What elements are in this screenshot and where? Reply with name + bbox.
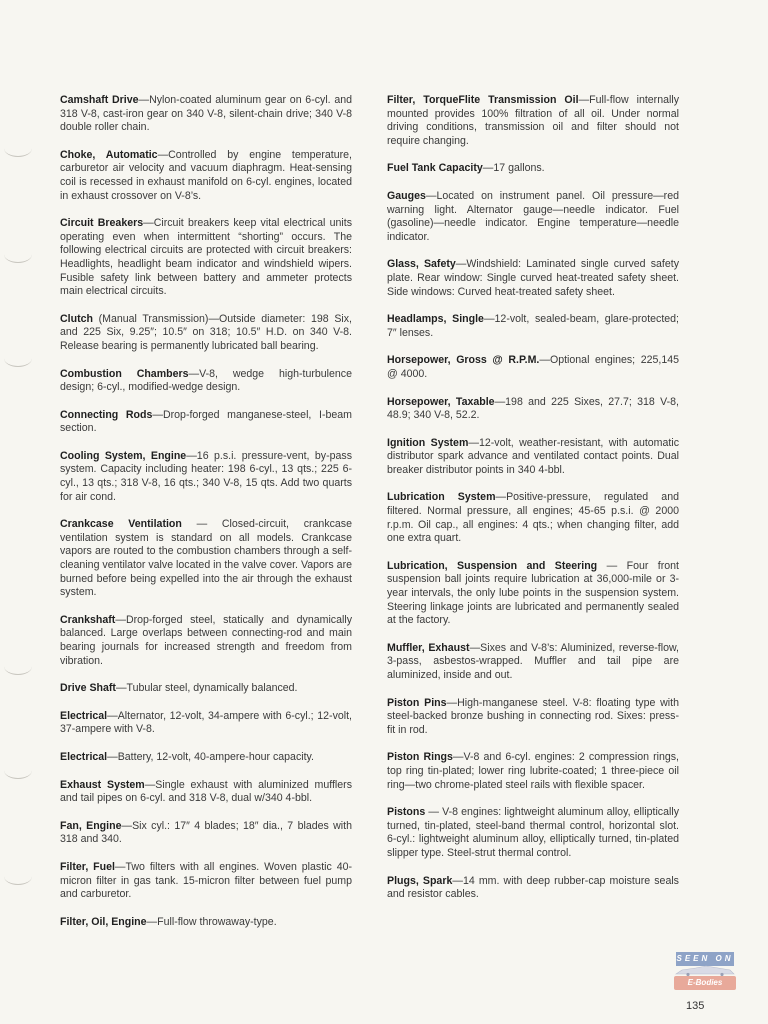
spec-term: Lubrication System [387, 491, 496, 504]
spec-desc: —Battery, 12-volt, 40-ampere-hour capacity. [107, 750, 314, 763]
watermark-bottom-text: E-Bodies [674, 976, 736, 990]
spec-entry [60, 751, 352, 765]
spec-desc: —Optional engines; 225,145 @ 4000. [387, 354, 679, 380]
spec-entry [60, 217, 352, 299]
spec-term: Crankcase Ventilation [60, 518, 182, 531]
spec-desc: —Positive-pressure, regulated and filtered. Normal pressure, all engines; 45-65 p.s.i. @ 2000 r.p.m. Oil cap., all engines: 4 qts.; when changing filter, add one extra quart. [387, 491, 679, 545]
spec-entry [60, 409, 352, 436]
spec-entry [60, 518, 352, 600]
spec-term: Filter, Oil, Engine [60, 915, 147, 928]
spec-desc: —V-8 and 6-cyl. engines: 2 compression rings, top ring tin-plated; lower ring lubrite-coated; 1 three-piece oil ring—two chrome-plated steel rails with flexible spacer. [387, 751, 679, 791]
spec-entry [387, 560, 679, 628]
spec-desc: —High-manganese steel. V-8: floating type with steel-backed bronze bushing in connecting rod. Sixes: press-fit in rod. [387, 696, 679, 736]
spec-desc: — Four front suspension ball joints require lubrication at 36,000-mile or 3-year intervals, the only lube points in the suspension system. Steering linkage joints are lubricated and permanently sealed at the factory. [387, 559, 679, 627]
spec-term: Combustion Chambers [60, 367, 189, 380]
binder-hole-mark [4, 762, 32, 779]
spec-entry [60, 861, 352, 902]
spec-desc: —12-volt, sealed-beam, glare-protected; 7″ lenses. [387, 313, 680, 339]
page-number: 135 [686, 1000, 705, 1012]
spec-term: Ignition System [387, 436, 469, 449]
spec-desc: —198 and 225 Sixes, 27.7; 318 V-8, 48.9; 340 V-8, 52.2. [387, 395, 679, 422]
spec-term: Gauges [387, 189, 426, 202]
spec-term: Circuit Breakers [60, 217, 144, 230]
spec-entry [60, 820, 352, 847]
spec-entry [60, 710, 352, 737]
spec-entry [387, 396, 679, 423]
spec-entry [387, 491, 679, 545]
spec-desc: —16 p.s.i. pressure-vent, by-pass system. Capacity including heater: 198 6-cyl., 13 qts.; 225 6-cyl., 13 qts.; 318 V-8, 16 qts.; 340 V-8, 15 qts. Add two quarts for air cond. [60, 449, 352, 503]
spec-desc: —V-8, wedge high-turbulence design; 6-cyl., modified-wedge design. [60, 367, 352, 394]
spec-term: Muffler, Exhaust [387, 641, 470, 654]
spec-entry [60, 682, 352, 696]
spec-desc: —Single exhaust with aluminized mufflers and tail pipes on 6-cyl. and 318 V-8, dual w/340 4-bbl. [60, 778, 352, 805]
spec-entry [387, 354, 679, 381]
spec-entry [387, 258, 679, 299]
spec-term: Glass, Safety [387, 258, 456, 271]
binder-hole-mark [4, 140, 32, 157]
spec-desc: —Two filters with all engines. Woven plastic 40-micron filter in gas tank. 15-micron filter between fuel pump and carburetor. [60, 860, 353, 901]
spec-term: Filter, TorqueFlite Transmission Oil [387, 94, 579, 106]
spec-term: Fuel Tank Capacity [387, 162, 483, 175]
spec-entry [60, 94, 352, 135]
spec-entry [387, 751, 679, 792]
spec-term: Clutch [60, 312, 93, 325]
spec-desc: —Tubular steel, dynamically balanced. [115, 682, 298, 695]
spec-desc: —Drop-forged steel, statically and dynamically balanced. Large overlaps between connecting-rod and main bearing journals for increased strength and freedom from vibration. [60, 613, 352, 667]
spec-entry [387, 806, 679, 860]
spec-desc: —Six cyl.: 17″ 4 blades; 18″ dia., 7 blades with 318 and 340. [60, 819, 352, 846]
spec-entry [60, 614, 352, 668]
spec-desc: —Controlled by engine temperature, carburetor air velocity and vacuum diaphragm. Heat-sensing coil is recessed in exhaust manifold on 6-cyl. engines, located in exhaust crossover on V-8’s. [60, 148, 352, 202]
spec-term: Piston Pins [387, 696, 447, 709]
spec-term: Lubrication, Suspension and Steering [387, 559, 598, 572]
spec-term: Fan, Engine [60, 819, 122, 832]
spec-desc: —Full-flow internally mounted provides 100% filtration of all oil. Under normal driving conditions, transmission oil and filter should not require changing. [387, 94, 680, 147]
spec-term: Horsepower, Gross @ R.P.M. [387, 354, 540, 367]
spec-desc: —Windshield: Laminated single curved safety plate. Rear window: Single curved heat-treated safety sheet. Side windows: Curved heat-treated safety sheet. [387, 258, 679, 298]
left-column [60, 94, 352, 943]
spec-term: Camshaft Drive [60, 94, 139, 106]
spec-term: Piston Rings [387, 751, 453, 764]
spec-term: Connecting Rods [60, 408, 153, 421]
spec-entry [60, 149, 352, 203]
spec-entry [60, 779, 352, 806]
spec-desc: —Nylon-coated aluminum gear on 6-cyl. and 318 V-8, cast-iron gear on 340 V-8, silent-chain drive; 340 V-8 double roller chain. [60, 94, 353, 134]
spec-desc: —14 mm. with deep rubber-cap moisture seals and resistor cables. [387, 874, 679, 901]
spec-entry [60, 450, 352, 504]
spec-entry [387, 94, 679, 148]
spec-term: Pistons [387, 806, 426, 819]
spec-entry [387, 190, 679, 244]
spec-entry [387, 875, 679, 902]
spec-desc: —Located on instrument panel. Oil pressure—red warning light. Alternator gauge—needle indicator. Fuel (gasoline)—needle indicator. Engine temperature—needle indicator. [387, 189, 679, 243]
spec-desc: —Alternator, 12-volt, 34-ampere with 6-cyl.; 12-volt, 37-ampere with V-8. [60, 709, 352, 736]
binder-hole-mark [4, 246, 32, 263]
spec-term: Filter, Fuel [60, 860, 115, 873]
spec-term: Drive Shaft [60, 682, 116, 695]
spec-desc: — V-8 engines: lightweight aluminum alloy, elliptically turned, tin-plated, steel-band thermal control, horizontal slot. 6-cyl.: lightweight aluminum alloy, elliptically turned, tin-plated slipper type. Steel-strut thermal control. [387, 806, 679, 859]
spec-entry [387, 437, 679, 478]
spec-term: Horsepower, Taxable [387, 395, 495, 408]
spec-entry [387, 313, 679, 340]
watermark-top-text: SEEN ON [676, 952, 734, 966]
spec-desc: (Manual Transmission)—Outside diameter: 198 Six, and 225 Six, 9.25″; 10.5″ on 318; 10.5″ H.D. on 340 V-8. Release bearing is permanently lubricated ball bearing. [60, 312, 352, 352]
spec-desc: —Full-flow throwaway-type. [146, 915, 277, 928]
spec-term: Choke, Automatic [60, 148, 158, 161]
spec-desc: —Drop-forged manganese-steel, I-beam section. [60, 408, 352, 435]
car-silhouette-icon [672, 964, 738, 976]
spec-entry [60, 368, 352, 395]
spec-term: Electrical [60, 709, 108, 722]
spec-desc: —Sixes and V-8’s: Aluminized, reverse-flow, 3-pass, asbestos-wrapped. Muffler and tail pipe are aluminized, inside and out. [387, 641, 679, 681]
spec-term: Plugs, Spark [387, 874, 453, 887]
spec-entry [60, 916, 352, 930]
spec-entry [60, 313, 352, 354]
spec-desc: —Circuit breakers keep vital electrical units operating even when intermittent “shorting” occurs. The following electrical circuits are protected with circuit breakers: Headlights, headlight beam indicator and windshield wipers. Fusible safety link between battery and ammeter protects main electrical circuits. [60, 217, 352, 298]
seen-on-ebodies-watermark [672, 952, 738, 994]
spec-entry [387, 162, 679, 176]
binder-hole-mark [4, 658, 32, 675]
spec-desc: — Closed-circuit, crankcase ventilation system is standard on all models. Crankcase vapors are routed to the combustion chambers through a self-cleaning ventilator valve located in the valve cover. Vapors are burned before being expelled into the air through the exhaust system. [60, 518, 352, 599]
binder-hole-mark [4, 350, 32, 367]
spec-entry [387, 642, 679, 683]
spec-desc: —17 gallons. [482, 162, 545, 175]
binder-hole-mark [4, 868, 32, 885]
spec-desc: —12-volt, weather-resistant, with automatic distributor spark advance and ventilated contact points. Dual breaker distributor points in 340 4-bbl. [387, 436, 679, 476]
right-column [387, 94, 679, 916]
spec-term: Exhaust System [60, 778, 145, 791]
spec-term: Cooling System, Engine [60, 449, 187, 462]
spec-term: Headlamps, Single [387, 313, 484, 326]
spec-term: Electrical [60, 750, 108, 763]
spec-entry [387, 697, 679, 738]
spec-term: Crankshaft [60, 613, 116, 626]
